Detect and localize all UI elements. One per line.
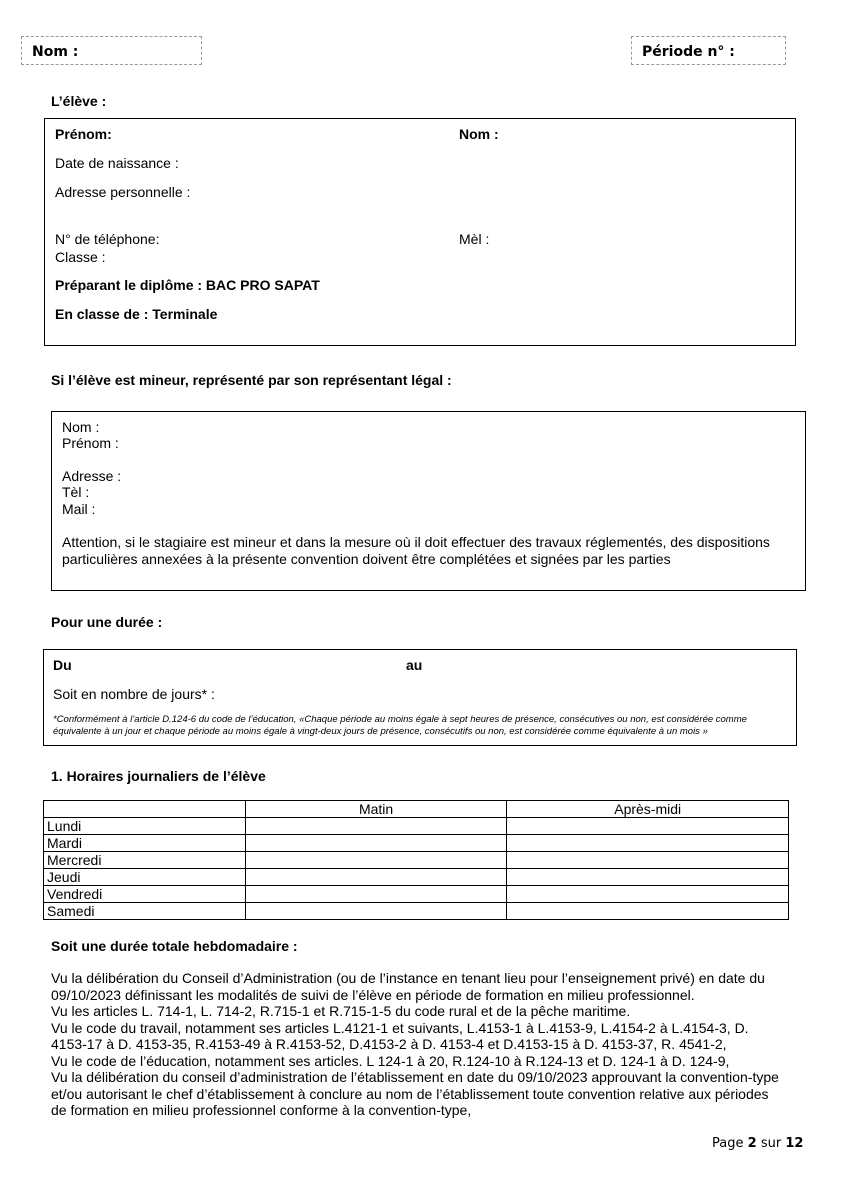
- vu-p5-line3: de formation en milieu professionnel conforme à la convention-type,: [51, 1102, 472, 1118]
- apres-midi-cell[interactable]: [507, 852, 789, 869]
- horaires-section-title: 1. Horaires journaliers de l’élève: [51, 768, 266, 784]
- apres-midi-cell[interactable]: [507, 818, 789, 835]
- table-row: [44, 869, 789, 886]
- eleve-diplome: Préparant le diplôme : BAC PRO SAPAT: [55, 277, 320, 293]
- eleve-prenom-label: Prénom:: [55, 126, 112, 142]
- matin-cell[interactable]: [245, 852, 507, 869]
- apres-midi-cell[interactable]: [507, 835, 789, 852]
- matin-cell[interactable]: [245, 886, 507, 903]
- periode-header-box[interactable]: [631, 36, 786, 65]
- day-label: Mercredi: [44, 852, 246, 869]
- day-label: Vendredi: [44, 886, 246, 903]
- horaires-col-header-day: [44, 801, 246, 818]
- sur-word: sur: [760, 1136, 782, 1151]
- vu-p1-line2: 09/10/2023 définissant les modalités de suivi de l’élève en période de formation en milieu professionnel.: [51, 986, 695, 1003]
- representant-box: [51, 411, 806, 591]
- apres-midi-cell[interactable]: [507, 869, 789, 886]
- nom-header-label: Nom :: [32, 44, 79, 60]
- representant-attention-line2: particulières annexées à la présente convention doivent être complétées et signées par les parties: [62, 551, 671, 567]
- duree-section-title: Pour une durée :: [51, 614, 163, 630]
- vu-p4: Vu le code de l’éducation, notamment ses articles. L 124-1 à 20, R.124-10 à R.124-13 et D. 124-1 à D. 124-9,: [51, 1052, 730, 1069]
- vu-paragraph-block: [51, 970, 797, 1119]
- vu-p1-line1: Vu la délibération du Conseil d’Administration (ou de l’instance en tenant lieu pour l’enseignement privé) en date du: [51, 970, 765, 986]
- apres-midi-cell[interactable]: [507, 886, 789, 903]
- periode-header-label: Période n° :: [642, 44, 735, 60]
- eleve-date-naissance-label: Date de naissance :: [55, 155, 179, 171]
- eleve-en-classe: En classe de : Terminale: [55, 306, 218, 322]
- eleve-adresse-label: Adresse personnelle :: [55, 184, 191, 200]
- table-row: [44, 818, 789, 835]
- matin-cell[interactable]: [245, 818, 507, 835]
- horaires-col-header-apres-midi: Après-midi: [507, 801, 789, 818]
- duree-du-label: Du: [53, 657, 72, 673]
- representant-section-title: Si l’élève est mineur, représenté par son représentant légal :: [51, 372, 452, 388]
- eleve-nom-label: Nom :: [459, 126, 499, 142]
- vu-p3-line1: Vu le code du travail, notamment ses articles L.4121-1 et suivants, L.4153-1 à L.4153-9, L.4154-2 à L.4154-3, D.: [51, 1019, 749, 1036]
- day-label: Jeudi: [44, 869, 246, 886]
- representant-attention-line1: Attention, si le stagiaire est mineur et dans la mesure où il doit effectuer des travaux réglementés, des dispositions: [62, 534, 770, 550]
- horaires-header-row: [44, 801, 789, 818]
- vu-p2: Vu les articles L. 714-1, L. 714-2, R.715-1 et R.715-1-5 du code rural et de la pêche maritime.: [51, 1003, 631, 1019]
- representant-mail-label: Mail :: [62, 501, 96, 517]
- duree-nombre-jours-label: Soit en nombre de jours* :: [53, 686, 215, 702]
- duree-au-label: au: [406, 657, 423, 673]
- duree-footnote-line2: équivalente à un jour et chaque période au moins égale à vingt-deux jours de présence, consécutifs ou non, est considérée comme équivalente à un mois »: [53, 726, 708, 737]
- table-row: [44, 886, 789, 903]
- representant-prenom-label: Prénom :: [62, 435, 119, 451]
- day-label: Samedi: [44, 903, 246, 920]
- page-number: [712, 1136, 803, 1151]
- matin-cell[interactable]: [245, 869, 507, 886]
- horaires-col-header-matin: Matin: [245, 801, 507, 818]
- hebdo-title: Soit une durée totale hebdomadaire :: [51, 938, 298, 954]
- representant-nom-label: Nom :: [62, 419, 100, 435]
- nom-header-box[interactable]: [21, 36, 202, 65]
- page-word: Page: [712, 1136, 744, 1151]
- eleve-section-title: L’élève :: [51, 93, 107, 109]
- duree-box: [43, 649, 797, 746]
- page-current: 2: [747, 1136, 757, 1151]
- vu-p3-line2: 4153-17 à D. 4153-35, R.4153-49 à R.4153-52, D.4153-2 à D. 4153-4 et D.4153-15 à D. 4153-37, R. 4541-2,: [51, 1036, 727, 1052]
- eleve-classe-label: Classe :: [55, 249, 106, 265]
- eleve-box: [44, 118, 796, 346]
- day-label: Lundi: [44, 818, 246, 835]
- apres-midi-cell[interactable]: [507, 903, 789, 920]
- representant-adresse-label: Adresse :: [62, 468, 122, 484]
- horaires-table: [43, 800, 789, 920]
- duree-footnote-line1: *Conformément à l’article D.124-6 du code de l’éducation, «Chaque période au moins égale à sept heures de présence, consécutives ou non, est considérée comme: [53, 714, 747, 725]
- matin-cell[interactable]: [245, 903, 507, 920]
- day-label: Mardi: [44, 835, 246, 852]
- table-row: [44, 835, 789, 852]
- representant-tel-label: Tèl :: [62, 484, 90, 500]
- eleve-telephone-label: N° de téléphone:: [55, 231, 160, 247]
- page-total: 12: [785, 1136, 804, 1151]
- eleve-mel-label: Mèl :: [459, 231, 490, 247]
- vu-p5-line1: Vu la délibération du conseil d’administration de l’établissement en date du 09/10/2023 approuvant la convention-type: [51, 1069, 779, 1085]
- vu-p5-line2: et/ou autorisant le chef d’établissement à conclure au nom de l’établissement toute convention relative aux périodes: [51, 1085, 769, 1102]
- matin-cell[interactable]: [245, 835, 507, 852]
- table-row: [44, 903, 789, 920]
- table-row: [44, 852, 789, 869]
